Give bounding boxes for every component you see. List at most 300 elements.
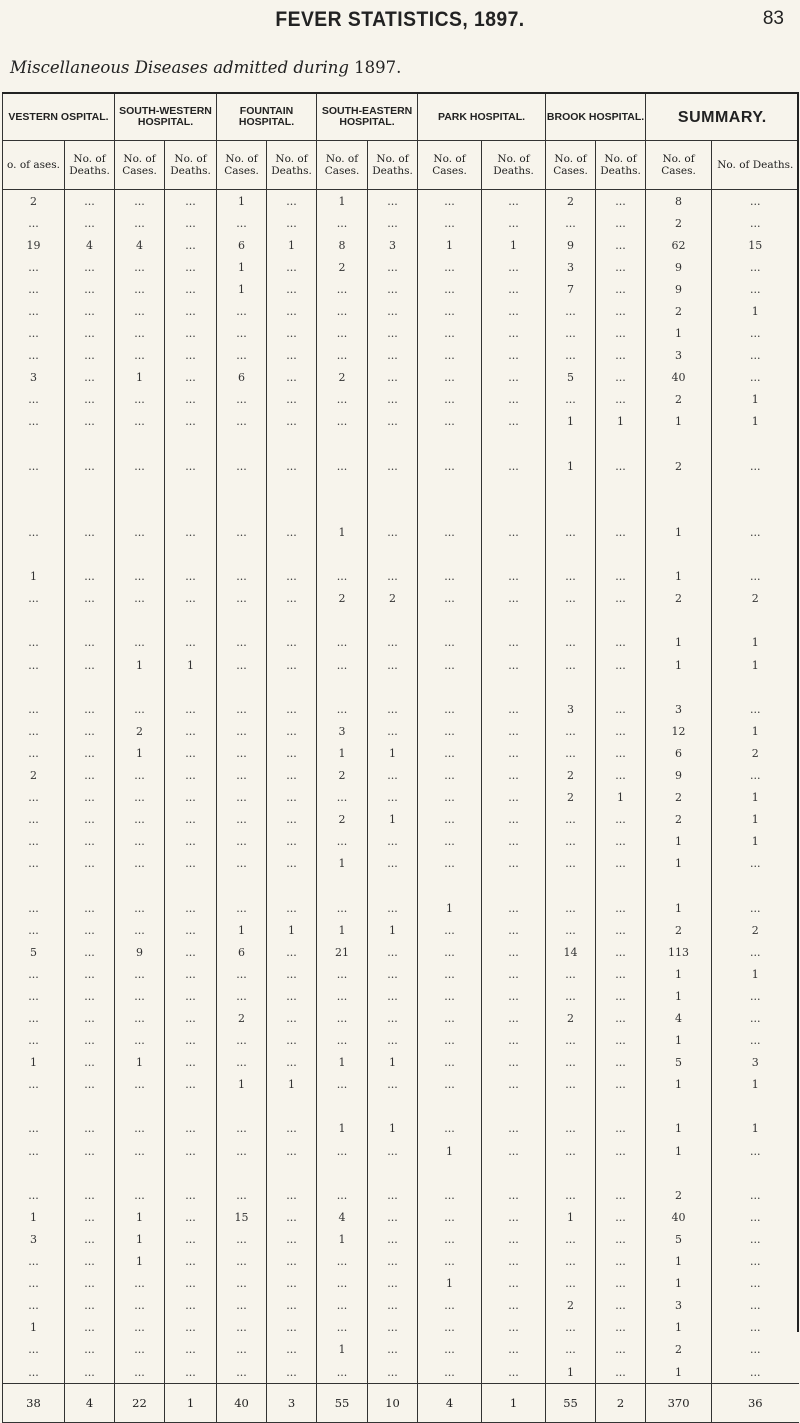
table-cell: ... (482, 455, 546, 477)
table-cell: ... (418, 1295, 482, 1317)
table-cell: ... (3, 1140, 65, 1162)
empty-cell (317, 499, 368, 521)
total-cell: 40 (217, 1384, 267, 1423)
table-cell: ... (368, 764, 418, 786)
table-cell: ... (3, 521, 65, 543)
table-cell: ... (217, 720, 267, 742)
empty-cell (267, 1096, 317, 1118)
column-header: No. of Deaths. (596, 141, 646, 190)
empty-cell (418, 499, 482, 521)
table-cell: ... (115, 411, 165, 433)
empty-cell (418, 433, 482, 455)
table-cell: ... (712, 1295, 799, 1317)
column-header: No. of Deaths. (65, 141, 115, 190)
table-cell: ... (115, 698, 165, 720)
table-cell: ... (368, 1228, 418, 1250)
empty-cell (646, 610, 712, 632)
table-cell: ... (165, 720, 217, 742)
table-cell: ... (418, 698, 482, 720)
table-cell: 1 (317, 190, 368, 213)
table-cell: ... (165, 1361, 217, 1384)
empty-cell (546, 676, 596, 698)
empty-cell (546, 875, 596, 897)
table-cell: ... (546, 345, 596, 367)
table-cell: 9 (646, 256, 712, 278)
table-cell: ... (712, 764, 799, 786)
empty-cell (368, 610, 418, 632)
table-cell: ... (3, 1273, 65, 1295)
table-cell: ... (267, 985, 317, 1007)
table-cell: ... (267, 764, 317, 786)
statistics-table (2, 92, 799, 1423)
table-cell: 2 (646, 1184, 712, 1206)
table-cell: ... (3, 345, 65, 367)
table-cell: ... (217, 897, 267, 919)
empty-cell (546, 433, 596, 455)
table-cell: ... (217, 1118, 267, 1140)
table-cell: ... (596, 742, 646, 764)
table-cell: ... (368, 831, 418, 853)
table-cell: ... (418, 1251, 482, 1273)
table-cell: ... (267, 588, 317, 610)
table-cell: ... (418, 809, 482, 831)
table-cell: ... (217, 345, 267, 367)
table-cell: 2 (317, 809, 368, 831)
table-cell: ... (596, 831, 646, 853)
header-south-western-hospital: SOUTH-WESTERN HOSPITAL. (115, 93, 217, 141)
empty-cell (165, 544, 217, 566)
empty-cell (596, 676, 646, 698)
table-cell: ... (712, 941, 799, 963)
table-cell: ... (3, 897, 65, 919)
empty-cell (482, 610, 546, 632)
table-cell: 1 (712, 831, 799, 853)
table-cell: ... (65, 1295, 115, 1317)
table-cell: ... (546, 1273, 596, 1295)
table-cell: ... (482, 853, 546, 875)
table-cell: ... (418, 654, 482, 676)
totals-row (3, 1384, 799, 1423)
table-cell: ... (368, 1295, 418, 1317)
table-cell: ... (115, 1361, 165, 1384)
table-cell: ... (596, 720, 646, 742)
table-cell: ... (368, 1140, 418, 1162)
table-cell: 1 (546, 1361, 596, 1384)
table-cell: ... (596, 1030, 646, 1052)
table-cell: ... (217, 1052, 267, 1074)
table-cell: ... (65, 897, 115, 919)
table-cell: ... (546, 632, 596, 654)
table-cell: ... (165, 764, 217, 786)
table-cell: ... (596, 897, 646, 919)
table-cell: 1 (267, 234, 317, 256)
table-cell: ... (267, 256, 317, 278)
table-cell: ... (418, 1074, 482, 1096)
empty-cell (3, 499, 65, 521)
empty-cell (3, 544, 65, 566)
table-cell: ... (165, 853, 217, 875)
table-cell: 2 (646, 212, 712, 234)
empty-cell (712, 1096, 799, 1118)
table-cell: 40 (646, 367, 712, 389)
table-cell: ... (115, 1184, 165, 1206)
spacer-row (3, 875, 799, 897)
table-cell: ... (368, 256, 418, 278)
table-row (3, 941, 799, 963)
empty-cell (712, 477, 799, 499)
empty-cell (596, 477, 646, 499)
table-cell: ... (267, 212, 317, 234)
table-cell: ... (482, 1228, 546, 1250)
table-cell: ... (165, 632, 217, 654)
table-cell: ... (596, 1184, 646, 1206)
table-cell: ... (317, 831, 368, 853)
table-cell: ... (267, 367, 317, 389)
table-cell: ... (596, 1007, 646, 1029)
table-cell: ... (596, 1273, 646, 1295)
table-cell: ... (65, 455, 115, 477)
table-cell: ... (3, 1118, 65, 1140)
table-cell: ... (267, 809, 317, 831)
caption-year: 1897. (354, 58, 402, 77)
table-cell: 3 (646, 698, 712, 720)
table-cell: ... (546, 853, 596, 875)
table-cell: ... (3, 455, 65, 477)
table-cell: ... (482, 720, 546, 742)
table-cell: 1 (646, 853, 712, 875)
empty-cell (482, 1096, 546, 1118)
table-cell: ... (596, 1074, 646, 1096)
table-cell: 1 (646, 1030, 712, 1052)
table-cell: ... (267, 566, 317, 588)
empty-cell (165, 1162, 217, 1184)
table-cell: 2 (646, 919, 712, 941)
table-cell: ... (3, 389, 65, 411)
table-row (3, 1206, 799, 1228)
table-cell: ... (115, 1273, 165, 1295)
table-cell: 1 (712, 632, 799, 654)
empty-cell (418, 875, 482, 897)
table-row (3, 212, 799, 234)
table-cell: ... (712, 853, 799, 875)
table-cell: ... (482, 521, 546, 543)
table-cell: ... (115, 1007, 165, 1029)
table-row (3, 1030, 799, 1052)
table-cell: ... (418, 919, 482, 941)
table-cell: ... (482, 1339, 546, 1361)
table-cell: ... (546, 654, 596, 676)
table-cell: 1 (712, 654, 799, 676)
table-cell: ... (482, 1030, 546, 1052)
total-cell: 10 (368, 1384, 418, 1423)
table-cell: ... (712, 323, 799, 345)
empty-cell (115, 610, 165, 632)
table-cell: 1 (115, 742, 165, 764)
table-cell: ... (267, 1030, 317, 1052)
table-cell: ... (712, 1273, 799, 1295)
table-cell: ... (217, 1295, 267, 1317)
table-cell: 1 (712, 720, 799, 742)
empty-cell (368, 875, 418, 897)
table-cell: ... (65, 1251, 115, 1273)
table-cell: 1 (646, 1273, 712, 1295)
empty-cell (596, 544, 646, 566)
table-cell: ... (546, 1317, 596, 1339)
spacer-row (3, 433, 799, 455)
table-cell: ... (267, 1228, 317, 1250)
table-cell: ... (546, 300, 596, 322)
table-cell: ... (418, 632, 482, 654)
table-row (3, 1118, 799, 1140)
table-cell: 1 (115, 1206, 165, 1228)
table-cell: 3 (646, 345, 712, 367)
table-cell: ... (65, 566, 115, 588)
table-row (3, 323, 799, 345)
table-cell: ... (317, 1007, 368, 1029)
table-cell: ... (3, 787, 65, 809)
table-cell: ... (3, 588, 65, 610)
table-cell: ... (368, 1273, 418, 1295)
table-cell: ... (368, 367, 418, 389)
table-cell: 1 (3, 1206, 65, 1228)
table-cell: ... (317, 787, 368, 809)
table-cell: ... (596, 212, 646, 234)
total-cell: 3 (267, 1384, 317, 1423)
table-cell: 2 (546, 1295, 596, 1317)
table-cell: ... (217, 698, 267, 720)
table-cell: 2 (546, 764, 596, 786)
empty-cell (317, 1162, 368, 1184)
table-cell: ... (65, 919, 115, 941)
table-cell: ... (317, 897, 368, 919)
table-cell: 1 (646, 1118, 712, 1140)
column-header: No. of Deaths. (368, 141, 418, 190)
empty-cell (368, 1096, 418, 1118)
table-cell: ... (317, 1030, 368, 1052)
table-cell: ... (368, 985, 418, 1007)
table-cell: ... (368, 963, 418, 985)
table-cell: ... (712, 256, 799, 278)
table-cell: ... (65, 941, 115, 963)
table-cell: ... (418, 985, 482, 1007)
table-cell: ... (482, 764, 546, 786)
table-cell: 1 (317, 1228, 368, 1250)
table-cell: ... (596, 190, 646, 213)
table-cell: ... (165, 1052, 217, 1074)
table-cell: 1 (546, 411, 596, 433)
table-cell: ... (217, 963, 267, 985)
table-cell: ... (712, 985, 799, 1007)
table-cell: ... (217, 212, 267, 234)
empty-cell (546, 1096, 596, 1118)
empty-cell (65, 610, 115, 632)
table-cell: ... (65, 764, 115, 786)
table-row (3, 985, 799, 1007)
table-cell: ... (418, 1118, 482, 1140)
header-south-eastern-hospital: SOUTH-EASTERN HOSPITAL. (317, 93, 418, 141)
table-cell: ... (596, 654, 646, 676)
empty-cell (317, 676, 368, 698)
table-cell: 2 (3, 764, 65, 786)
total-cell: 55 (546, 1384, 596, 1423)
table-cell: 1 (646, 1140, 712, 1162)
table-cell: ... (418, 787, 482, 809)
empty-cell (3, 1096, 65, 1118)
table-cell: ... (482, 698, 546, 720)
table-cell: ... (65, 278, 115, 300)
table-cell: 1 (115, 367, 165, 389)
table-cell: ... (482, 212, 546, 234)
table-cell: 1 (3, 566, 65, 588)
empty-cell (115, 499, 165, 521)
table-cell: ... (65, 809, 115, 831)
table-cell: ... (3, 919, 65, 941)
empty-cell (267, 875, 317, 897)
table-cell: ... (546, 588, 596, 610)
table-cell: ... (418, 1052, 482, 1074)
empty-cell (482, 676, 546, 698)
table-cell: 1 (418, 1273, 482, 1295)
table-cell: ... (165, 389, 217, 411)
empty-cell (546, 477, 596, 499)
table-cell: ... (368, 455, 418, 477)
table-cell: ... (165, 1206, 217, 1228)
table-cell: ... (368, 787, 418, 809)
table-cell: ... (418, 1030, 482, 1052)
table-cell: 2 (546, 190, 596, 213)
empty-cell (646, 544, 712, 566)
table-cell: 1 (646, 1361, 712, 1384)
table-cell: ... (3, 742, 65, 764)
caption-text: Miscellaneous Diseases admitted during (10, 58, 349, 77)
table-cell: ... (165, 963, 217, 985)
table-cell: ... (267, 1206, 317, 1228)
table-cell: ... (267, 632, 317, 654)
table-cell: ... (65, 1317, 115, 1339)
table-cell: ... (596, 1052, 646, 1074)
empty-cell (418, 1162, 482, 1184)
empty-cell (712, 499, 799, 521)
table-cell: ... (482, 345, 546, 367)
table-cell: ... (368, 632, 418, 654)
table-cell: ... (115, 1339, 165, 1361)
empty-cell (482, 499, 546, 521)
table-cell: 1 (646, 654, 712, 676)
empty-cell (712, 676, 799, 698)
table-cell: 1 (3, 1317, 65, 1339)
table-cell: ... (65, 853, 115, 875)
table-cell: ... (482, 256, 546, 278)
table-cell: ... (165, 367, 217, 389)
table-cell: ... (596, 278, 646, 300)
table-cell: ... (418, 742, 482, 764)
table-cell: ... (418, 411, 482, 433)
table-cell: 2 (546, 787, 596, 809)
table-cell: ... (3, 1030, 65, 1052)
empty-cell (712, 610, 799, 632)
table-cell: ... (596, 941, 646, 963)
table-cell: ... (267, 720, 317, 742)
table-cell: ... (217, 323, 267, 345)
empty-cell (646, 875, 712, 897)
table-cell: 1 (217, 256, 267, 278)
table-cell: ... (482, 1361, 546, 1384)
table-cell: ... (115, 1140, 165, 1162)
empty-cell (3, 433, 65, 455)
table-row (3, 455, 799, 477)
table-cell: ... (217, 455, 267, 477)
table-cell: 4 (115, 234, 165, 256)
table-cell: 3 (546, 698, 596, 720)
table-row (3, 1273, 799, 1295)
table-row (3, 1140, 799, 1162)
spacer-row (3, 477, 799, 499)
table-cell: 1 (712, 389, 799, 411)
table-cell: ... (596, 1118, 646, 1140)
table-cell: ... (368, 389, 418, 411)
table-cell: ... (546, 1339, 596, 1361)
empty-cell (646, 477, 712, 499)
table-cell: 3 (317, 720, 368, 742)
empty-cell (646, 499, 712, 521)
table-cell: ... (418, 1007, 482, 1029)
table-cell: ... (418, 1206, 482, 1228)
table-cell: ... (596, 985, 646, 1007)
table-cell: 1 (368, 742, 418, 764)
empty-cell (317, 1096, 368, 1118)
table-cell: ... (115, 190, 165, 213)
table-cell: ... (546, 831, 596, 853)
table-cell: ... (115, 212, 165, 234)
empty-cell (368, 544, 418, 566)
table-cell: ... (596, 256, 646, 278)
table-row (3, 1251, 799, 1273)
table-cell: ... (418, 300, 482, 322)
table-cell: 6 (217, 367, 267, 389)
empty-cell (546, 610, 596, 632)
table-cell: ... (418, 256, 482, 278)
table-cell: ... (546, 1251, 596, 1273)
table-row (3, 919, 799, 941)
empty-cell (267, 676, 317, 698)
table-cell: ... (267, 1118, 317, 1140)
table-cell: 1 (712, 787, 799, 809)
table-cell: ... (418, 278, 482, 300)
table-cell: ... (546, 963, 596, 985)
table-row (3, 831, 799, 853)
empty-cell (217, 544, 267, 566)
table-cell: ... (418, 389, 482, 411)
table-cell: ... (546, 985, 596, 1007)
empty-cell (418, 477, 482, 499)
table-cell: ... (165, 566, 217, 588)
table-cell: ... (482, 742, 546, 764)
empty-cell (546, 1162, 596, 1184)
table-cell: ... (482, 367, 546, 389)
table-cell: ... (165, 1273, 217, 1295)
column-header: No. of Deaths. (712, 141, 799, 190)
table-cell: ... (482, 1118, 546, 1140)
table-cell: 8 (317, 234, 368, 256)
table-cell: ... (3, 698, 65, 720)
table-cell: 1 (418, 897, 482, 919)
table-cell: 1 (646, 1251, 712, 1273)
empty-cell (65, 1162, 115, 1184)
table-cell: ... (165, 256, 217, 278)
table-cell: ... (546, 521, 596, 543)
table-cell: ... (546, 1030, 596, 1052)
column-header: o. of ases. (3, 141, 65, 190)
